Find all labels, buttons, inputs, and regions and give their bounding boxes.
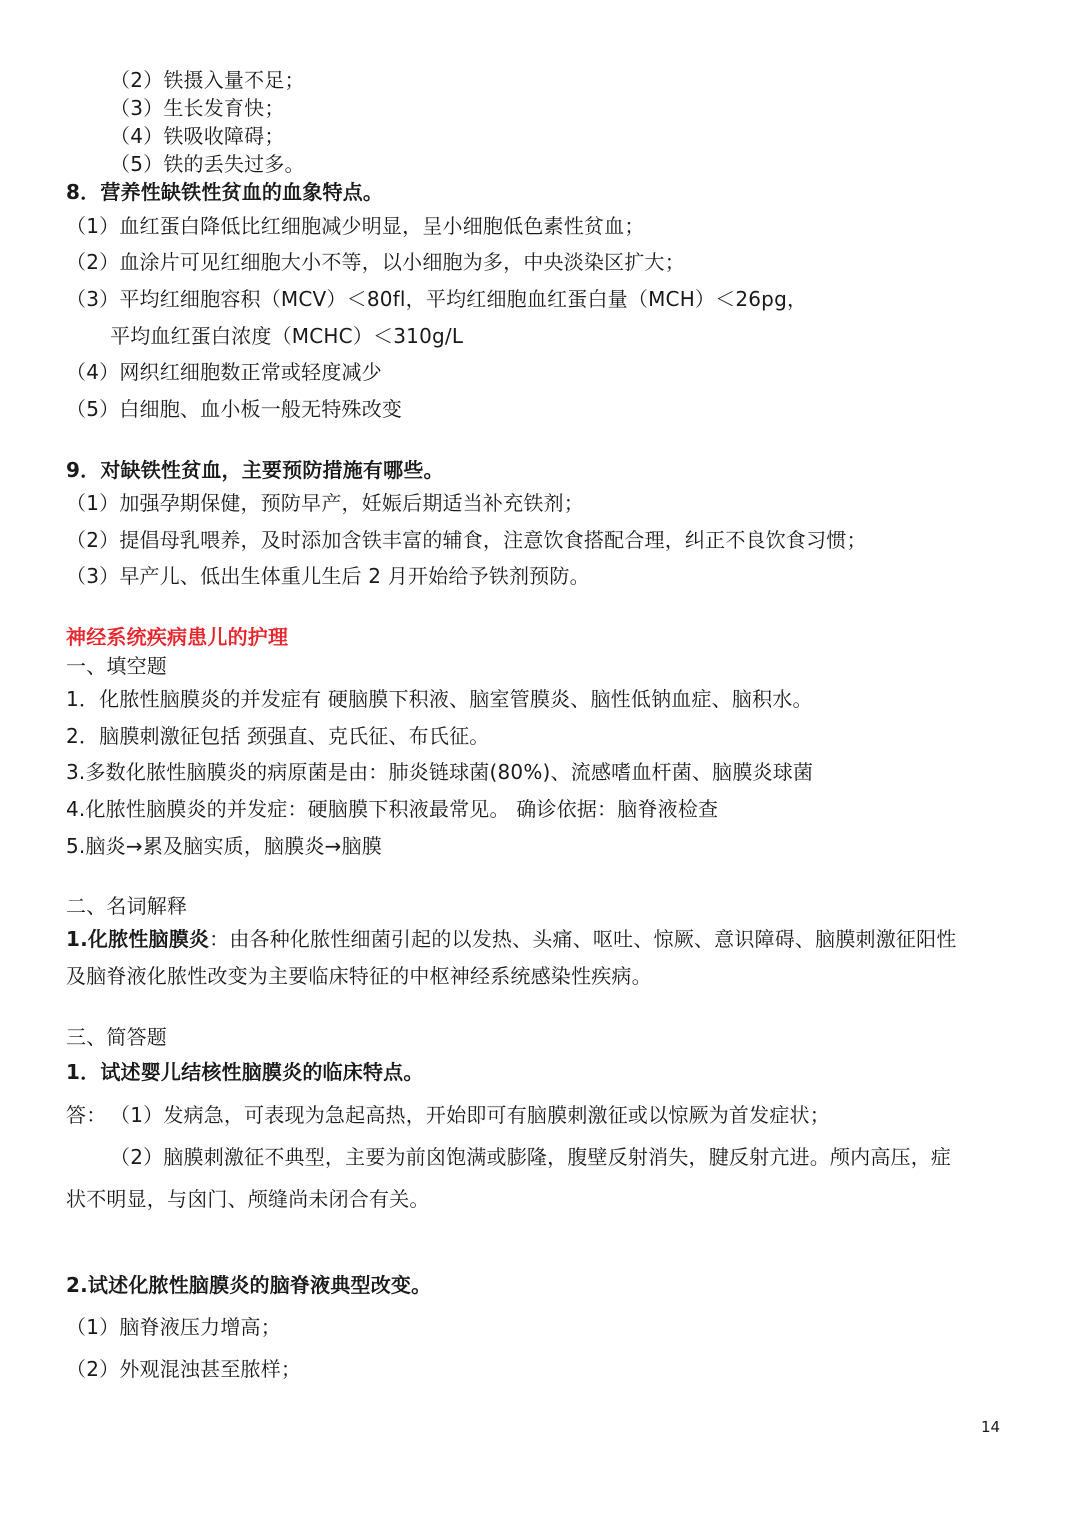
q8-item: （5）白细胞、血小板一般无特殊改变 [66,397,403,421]
answer-line: （2）脑膜刺激征不典型，主要为前囟饱满或膨隆，腹壁反射消失，腱反射亢进。颅内高压，症 [110,1145,952,1169]
q9-item: （3）早产儿、低出生体重儿生后 2 月开始给予铁剂预防。 [66,564,590,588]
q2-item: （2）外观混浊甚至脓样； [66,1357,302,1381]
answer-line: （1）发病急，可表现为急起高热，开始即可有脑膜刺激征或以惊厥为首发症状； [110,1103,830,1127]
fill-item: 2．脑膜刺激征包括 颈强直、克氏征、布氏征。 [66,724,490,748]
q2-item: （1）脑脊液压力增高； [66,1315,281,1339]
cause-item: （3）生长发育快； [110,96,285,120]
fill-item: 1．化脓性脑膜炎的并发症有 硬脑膜下积液、脑室管膜炎、脑性低钠血症、脑积水。 [66,687,813,711]
term-def: ：由各种化脓性细菌引起的以发热、头痛、呕吐、惊厥、意识障碍、脑膜刺激征阳性 [209,927,957,951]
q8-item: （3）平均红细胞容积（MCV）＜80fl，平均红细胞血红蛋白量（MCH）＜26pg， [66,287,808,311]
cause-item: （4）铁吸收障碍； [110,124,285,148]
term-definition [66,925,957,953]
q8-title: 8．营养性缺铁性贫血的血象特点。 [66,180,384,204]
q9-title: 9．对缺铁性贫血，主要预防措施有哪些。 [66,458,444,482]
section-heading: 三、简答题 [66,1025,167,1049]
q9-item: （1）加强孕期保健，预防早产，妊娠后期适当补充铁剂； [66,491,584,515]
q8-item: （2）血涂片可见红细胞大小不等，以小细胞为多，中央淡染区扩大； [66,250,685,274]
q8-item: 平均血红蛋白浓度（MCHC）＜310g/L [110,324,464,348]
q8-item: （4）网织红细胞数正常或轻度减少 [66,360,382,384]
fill-item: 5.脑炎→累及脑实质，脑膜炎→脑膜 [66,834,382,858]
section-heading: 一、填空题 [66,654,167,678]
cause-item: （2）铁摄入量不足； [110,68,305,92]
page-number: 14 [981,1418,1001,1436]
chapter-title: 神经系统疾病患儿的护理 [66,625,289,649]
fill-item: 3.多数化脓性脑膜炎的病原菌是由：肺炎链球菌(80%)、流感嗜血杆菌、脑膜炎球菌 [66,760,814,784]
answer-line: 状不明显，与囟门、颅缝尚未闭合有关。 [66,1187,430,1211]
cause-item: （5）铁的丢失过多。 [110,152,305,176]
section-heading: 二、名词解释 [66,894,188,918]
q8-item: （1）血红蛋白降低比红细胞减少明显，呈小细胞低色素性贫血； [66,214,645,238]
term-def-cont: 及脑脊液化脓性改变为主要临床特征的中枢神经系统感染性疾病。 [66,964,652,988]
term-name: 1.化脓性脑膜炎 [66,927,210,951]
q1-title: 1．试述婴儿结核性脑膜炎的临床特点。 [66,1060,424,1084]
q9-item: （2）提倡母乳喂养，及时添加含铁丰富的辅食，注意饮食搭配合理，纠正不良饮食习惯； [66,528,867,552]
answer-label: 答： [66,1103,107,1127]
q2-title: 2.试述化脓性脑膜炎的脑脊液典型改变。 [66,1273,432,1297]
fill-item: 4.化脓性脑膜炎的并发症：硬脑膜下积液最常见。 确诊依据：脑脊液检查 [66,797,719,821]
